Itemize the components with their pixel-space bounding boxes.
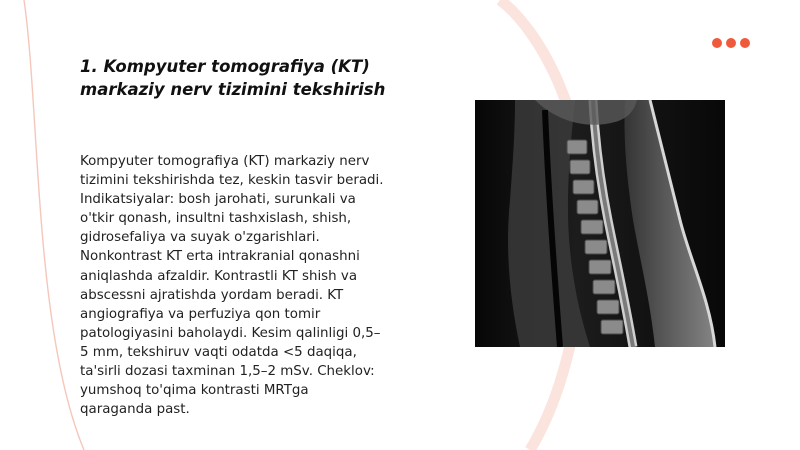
body-line: Kompyuter tomografiya (KT) markaziy nerv	[80, 154, 370, 169]
title-line: 1. Kompyuter tomografiya (KT)	[80, 57, 370, 76]
dot	[726, 38, 736, 48]
body-line: Indikatsiyalar: bosh jarohati, surunkali va	[80, 192, 356, 208]
body-paragraph	[80, 152, 425, 419]
spine-mri-image	[475, 100, 725, 347]
body-line: aniqlashda afzaldir. Kontrastli KT shish va	[80, 268, 358, 284]
dot	[740, 38, 750, 48]
body-line: o'tkir qonash, insultni tashxislash, shish,	[80, 211, 352, 227]
body-line: gidrosefaliya va suyak o'zgarishlari.	[80, 230, 320, 246]
body-line: Nonkontrast KT erta intrakranial qonashni	[80, 249, 360, 265]
body-line: abscessni ajratishda yordam beradi. KT	[80, 287, 344, 303]
body-line: qaraganda past.	[80, 402, 190, 418]
dot	[712, 38, 722, 48]
body-line: tizimini tekshirishda tez, keskin tasvir beradi.	[80, 173, 384, 189]
title-line: markaziy nerv tizimini tekshirish	[80, 80, 386, 99]
slide-title	[80, 55, 440, 101]
body-line: yumshoq to'qima kontrasti MRTga	[80, 383, 309, 399]
body-line: angiografiya va perfuziya qon tomir	[80, 306, 321, 322]
body-line: 5 mm, tekshiruv vaqti odatda <5 daqiqa,	[80, 344, 357, 360]
body-line: ta'sirli dozasi taxminan 1,5–2 mSv. Cheklov:	[80, 364, 375, 380]
three-dots-icon	[712, 38, 750, 48]
body-line: patologiyasini baholaydi. Kesim qalinligi 0,5–	[80, 325, 381, 341]
